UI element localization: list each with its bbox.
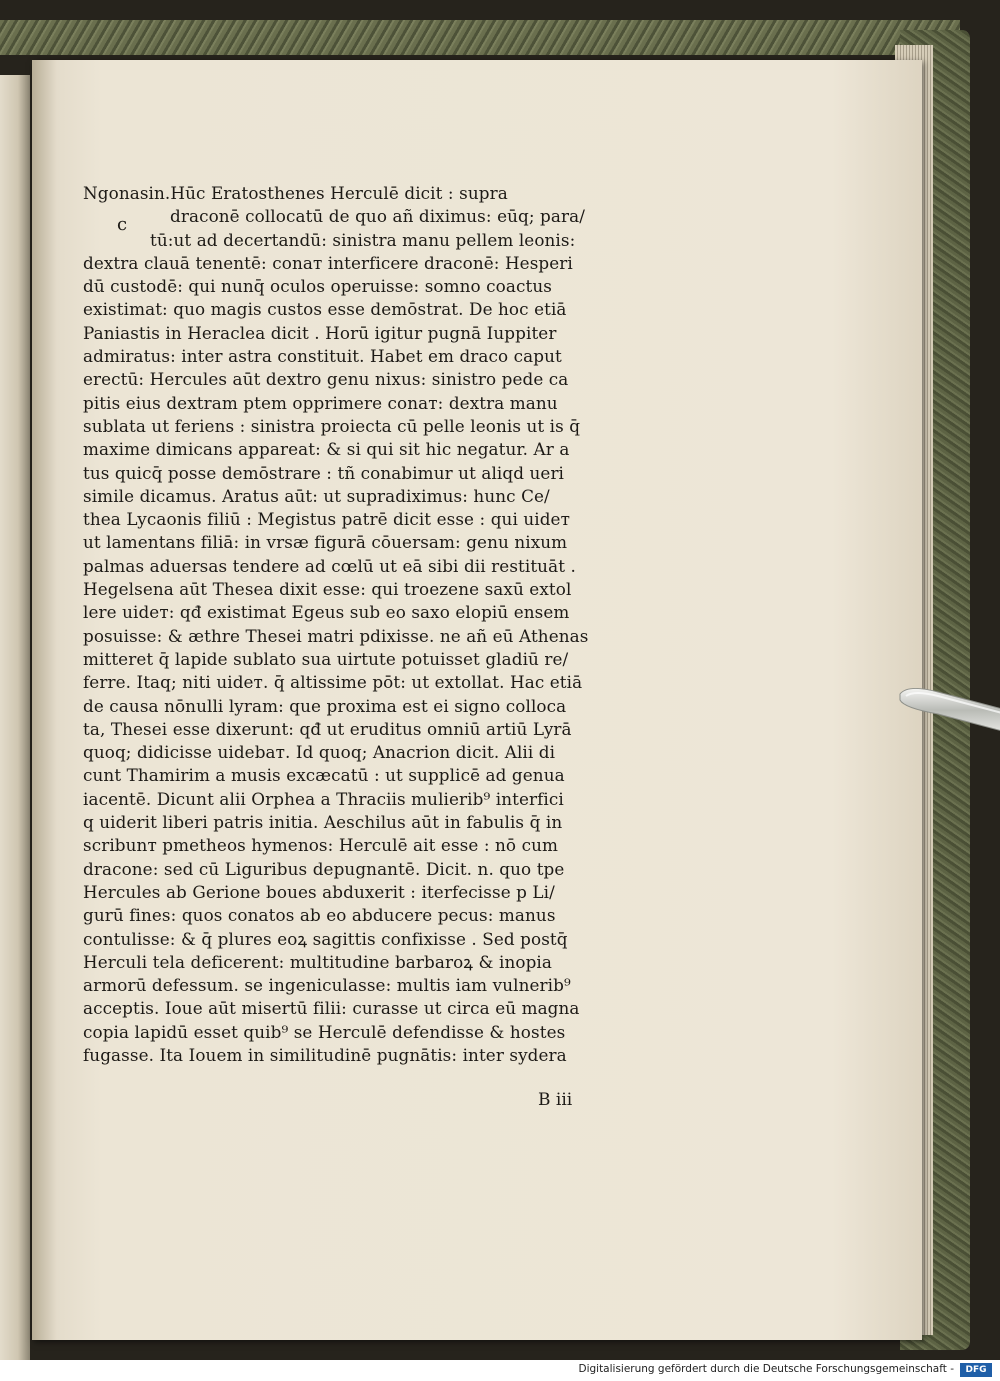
text-line: palmas aduersas tendere ad cœlū ut eā sibi dii restituāt .	[83, 555, 576, 576]
text-line: cunt Thamirim a musis excæcatū : ut supplicē ad genua	[83, 765, 565, 786]
text-line: ta, Thesei esse dixerunt: qđ ut eruditus omniū artiū Lyrā	[83, 718, 572, 739]
text-line: copia lapidū esset quib⁹ se Herculē defendisse & hostes	[83, 1021, 566, 1042]
text-line: iacentē. Dicunt alii Orphea a Thraciis mulierib⁹ interfici	[83, 788, 564, 809]
text-line: gurū fines: quos conatos ab eo abducere pecus: manus	[83, 905, 556, 926]
text-line: tū:ut ad decertandū: sinistra manu pellem leonis:	[150, 229, 576, 250]
text-line: Herculi tela deficerent: multitudine barbaroꝝ & inopia	[83, 951, 552, 972]
text-line: maxime dimicans appareat: & si qui sit hic negatur. Ar a	[83, 439, 570, 460]
text-line: posuisse: & æthre Thesei matri pdixisse. ne añ eū Athenas	[83, 625, 589, 646]
text-line: acceptis. Ioue aūt misertū filii: curasse ut circa eū magna	[83, 998, 580, 1019]
text-line: erectū: Hercules aūt dextro genu nixus: sinistro pede ca	[83, 369, 569, 390]
page-clip-icon	[898, 672, 1000, 732]
text-line: scribunт pmetheos hymenos: Herculē ait esse : nō cum	[83, 835, 558, 856]
text-line: Hercules ab Gerione boues abduxerit : iterfecisse p Li/	[83, 881, 555, 902]
text-line: thea Lycaonis filiū : Megistus patrē dicit esse : qui uideт	[83, 509, 570, 530]
text-line: armorū defessum. se ingeniculasse: multis iam vulnerib⁹	[83, 975, 571, 996]
dfg-logo: DFG	[960, 1363, 992, 1377]
text-line: admiratus: inter astra constituit. Habet em draco caput	[83, 346, 562, 367]
text-line: draconē collocatū de quo añ diximus: eūq; para/	[170, 206, 585, 227]
text-line: contulisse: & q̄ plures eoꝝ sagittis confixisse . Sed postq̄	[83, 928, 568, 949]
text-line: dū custodē: qui nunq̄ oculos operuisse: somno coactus	[83, 276, 552, 297]
text-line: ut lamentans filiā: in vrsæ figurā cōuersam: genu nixum	[83, 532, 568, 553]
text-line: dextra clauā tenentē: conaт interficere draconē: Hesperi	[83, 252, 573, 273]
text-line: ferre. Itaq; niti uideт. q̄ altissime pōt: ut extollat. Hac etiā	[83, 672, 583, 693]
text-line: Hegelsena aūt Thesea dixit esse: qui troezene saxū extol	[83, 579, 572, 600]
text-line: tus quicq̄ posse demōstrare : tñ conabimur ut aliqd ueri	[83, 462, 565, 483]
text-line: Ngonasin.Hūc Eratosthenes Herculē dicit : supra	[83, 183, 508, 203]
text-line: quoq; didicisse uidebaт. Id quoq; Anacrion dicit. Alii di	[83, 742, 556, 763]
text-line: dracone: sed cū Liguribus depugnantē. Dicit. n. quo tpe	[83, 858, 565, 879]
book-cover-top	[0, 20, 960, 55]
text-line: pitis eius dextram ptem opprimere conaт: dextra manu	[83, 392, 558, 413]
footer-bar	[0, 1360, 1000, 1381]
text-line: lere uideт: qđ existimat Egeus sub eo saxo elopiū ensem	[83, 602, 570, 623]
text-line: fugasse. Ita Iouem in similitudinē pugnātis: inter sydera	[83, 1044, 567, 1065]
text-line: simile dicamus. Aratus aūt: ut supradiximus: hunc Ce/	[83, 485, 550, 506]
funding-credit: Digitalisierung gefördert durch die Deutsche Forschungsgemeinschaft -	[578, 1363, 954, 1375]
left-page-edge	[0, 75, 30, 1360]
text-line: Paniastis in Heraclea dicit . Horū igitur pugnā Iuppiter	[83, 322, 557, 343]
text-line: sublata ut feriens : sinistra proiecta cū pelle leonis ut is q̄	[83, 415, 581, 436]
text-line: q uiderit liberi patris initia. Aeschilus aūt in fabulis q̄ in	[83, 812, 563, 833]
signature-mark: B iii	[538, 1090, 573, 1110]
text-line: de causa nōnulli lyram: que proxima est ei signo colloca	[83, 695, 567, 716]
text-line: mitteret q̄ lapide sublato sua uirtute potuisset gladiū re/	[83, 648, 569, 669]
printed-text-block	[83, 182, 663, 1067]
text-line: existimat: quo magis custos esse demōstrat. De hoc etiā	[83, 299, 567, 320]
margin-letter: c	[117, 214, 128, 235]
